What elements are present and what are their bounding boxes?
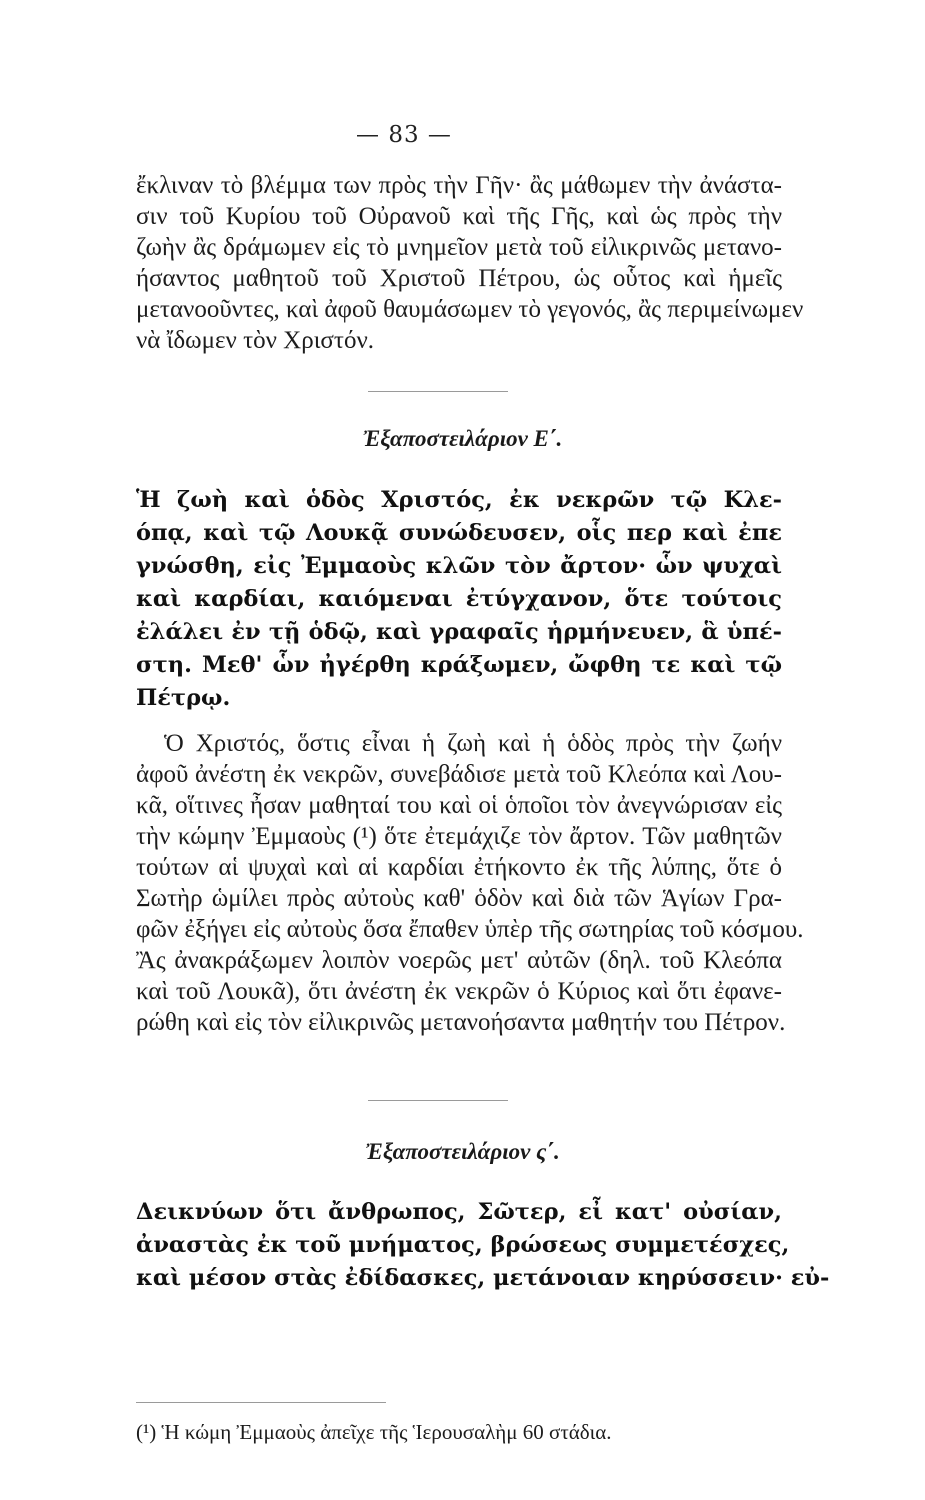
- hymn-line: Δεικνύων ὅτι ἄνθρωπος, Σῶτερ, εἶ κατ' οὐσίαν,: [136, 1199, 782, 1225]
- hymn-line: Ἡ ζωὴ καὶ ὁδὸς Χριστός, ἐκ νεκρῶν τῷ Κλε-: [136, 487, 782, 513]
- paragraph-commentary-1: [136, 170, 804, 356]
- hymn-line: ἐλάλει ἐν τῇ ὁδῷ, καὶ γραφαῖς ἡρμήνευεν, ἃ ὑπέ-: [136, 619, 782, 645]
- section-divider: [368, 391, 508, 392]
- text-line: Σωτὴρ ὡμίλει πρὸς αὐτοὺς καθ' ὁδὸν καὶ διὰ τῶν Ἁγίων Γρα-: [136, 885, 782, 912]
- text-line: σιν τοῦ Κυρίου τοῦ Οὐρανοῦ καὶ τῆς Γῆς, καὶ ὡς πρὸς τὴν: [136, 203, 782, 230]
- text-line: φῶν ἐξήγει εἰς αὐτοὺς ὅσα ἔπαθεν ὑπὲρ τῆς σωτηρίας τοῦ κόσμου.: [136, 916, 804, 943]
- section-heading-exaposteilarion-e: Ἐξαποστειλάριον Ε΄.: [362, 426, 563, 451]
- text-line: ἔκλιναν τὸ βλέμμα των πρὸς τὴν Γῆν· ἂς μάθωμεν τὴν ἀνάστα-: [136, 172, 782, 199]
- hymn-line: όπᾳ, καὶ τῷ Λουκᾷ συνώδευσεν, οἷς περ καὶ ἐπε: [136, 520, 782, 546]
- text-line: τὴν κώμην Ἐμμαοὺς (¹) ὅτε ἐτεμάχιζε τὸν ἄρτον. Τῶν μαθητῶν: [136, 823, 782, 850]
- hymn-line: ἀναστὰς ἐκ τοῦ μνήματος, βρώσεως συμμετέσχες,: [136, 1232, 790, 1258]
- hymn-line: καὶ καρδίαι, καιόμεναι ἐτύγχανον, ὅτε τούτοις: [136, 586, 782, 612]
- text-line: Ὁ Χριστός, ὅστις εἶναι ἡ ζωὴ καὶ ἡ ὁδὸς πρὸς τὴν ζωήν: [164, 730, 782, 757]
- text-line: νὰ ἴδωμεν τὸν Χριστόν.: [136, 327, 375, 354]
- hymn-line: Πέτρῳ.: [136, 685, 231, 711]
- hymn-line: καὶ μέσον στὰς ἐδίδασκες, μετάνοιαν κηρύσσειν· εὐ-: [136, 1265, 830, 1291]
- text-line: ήσαντος μαθητοῦ τοῦ Χριστοῦ Πέτρου, ὡς οὗτος καὶ ἡμεῖς: [136, 265, 782, 292]
- hymn-line: γνώσθη, εἰς Ἐμμαοὺς κλῶν τὸν ἄρτον· ὧν ψυχαὶ: [136, 553, 782, 579]
- page-number: — 83 —: [356, 122, 452, 148]
- text-line: κᾶ, οἵτινες ἦσαν μαθηταί του καὶ οἱ ὁποῖοι τὸν ἀνεγνώρισαν εἰς: [136, 792, 782, 819]
- hymn-line: στη. Μεθ' ὧν ἠγέρθη κράξωμεν, ὤφθη τε καὶ τῷ: [136, 652, 782, 678]
- text-line: ἀφοῦ ἀνέστη ἐκ νεκρῶν, συνεβάδισε μετὰ τοῦ Κλεόπα καὶ Λου-: [136, 761, 782, 788]
- paragraph-commentary-2: [136, 728, 804, 1038]
- section-heading-exaposteilarion-st: Ἐξαποστειλάριον ς΄.: [365, 1139, 560, 1164]
- text-line: ζωὴν ἂς δράμωμεν εἰς τὸ μνημεῖον μετὰ τοῦ εἰλικρινῶς μετανο-: [136, 234, 782, 261]
- text-line: καὶ τοῦ Λουκᾶ), ὅτι ἀνέστη ἐκ νεκρῶν ὁ Κύριος καὶ ὅτι ἐφανε-: [136, 978, 782, 1005]
- text-line: τούτων αἱ ψυχαὶ καὶ αἱ καρδίαι ἐτήκοντο ἐκ τῆς λύπης, ὅτε ὁ: [136, 854, 782, 881]
- hymn-exaposteilarion-st: [136, 1196, 830, 1295]
- footnote-divider: [136, 1402, 386, 1403]
- hymn-exaposteilarion-e: [136, 484, 782, 715]
- footnote: (¹) Ἡ κώμη Ἐμμαοὺς ἀπεῖχε τῆς Ἱερουσαλὴμ 60 στάδια.: [136, 1420, 612, 1444]
- text-line: ρώθη καὶ εἰς τὸν εἰλικρινῶς μετανοήσαντα μαθητήν του Πέτρον.: [136, 1009, 786, 1036]
- section-divider: [368, 1100, 508, 1101]
- text-line: μετανοοῦντες, καὶ ἀφοῦ θαυμάσωμεν τὸ γεγονός, ἂς περιμείνωμεν: [136, 296, 804, 323]
- text-line: Ἂς ἀνακράξωμεν λοιπὸν νοερῶς μετ' αὐτῶν (δηλ. τοῦ Κλεόπα: [136, 947, 782, 974]
